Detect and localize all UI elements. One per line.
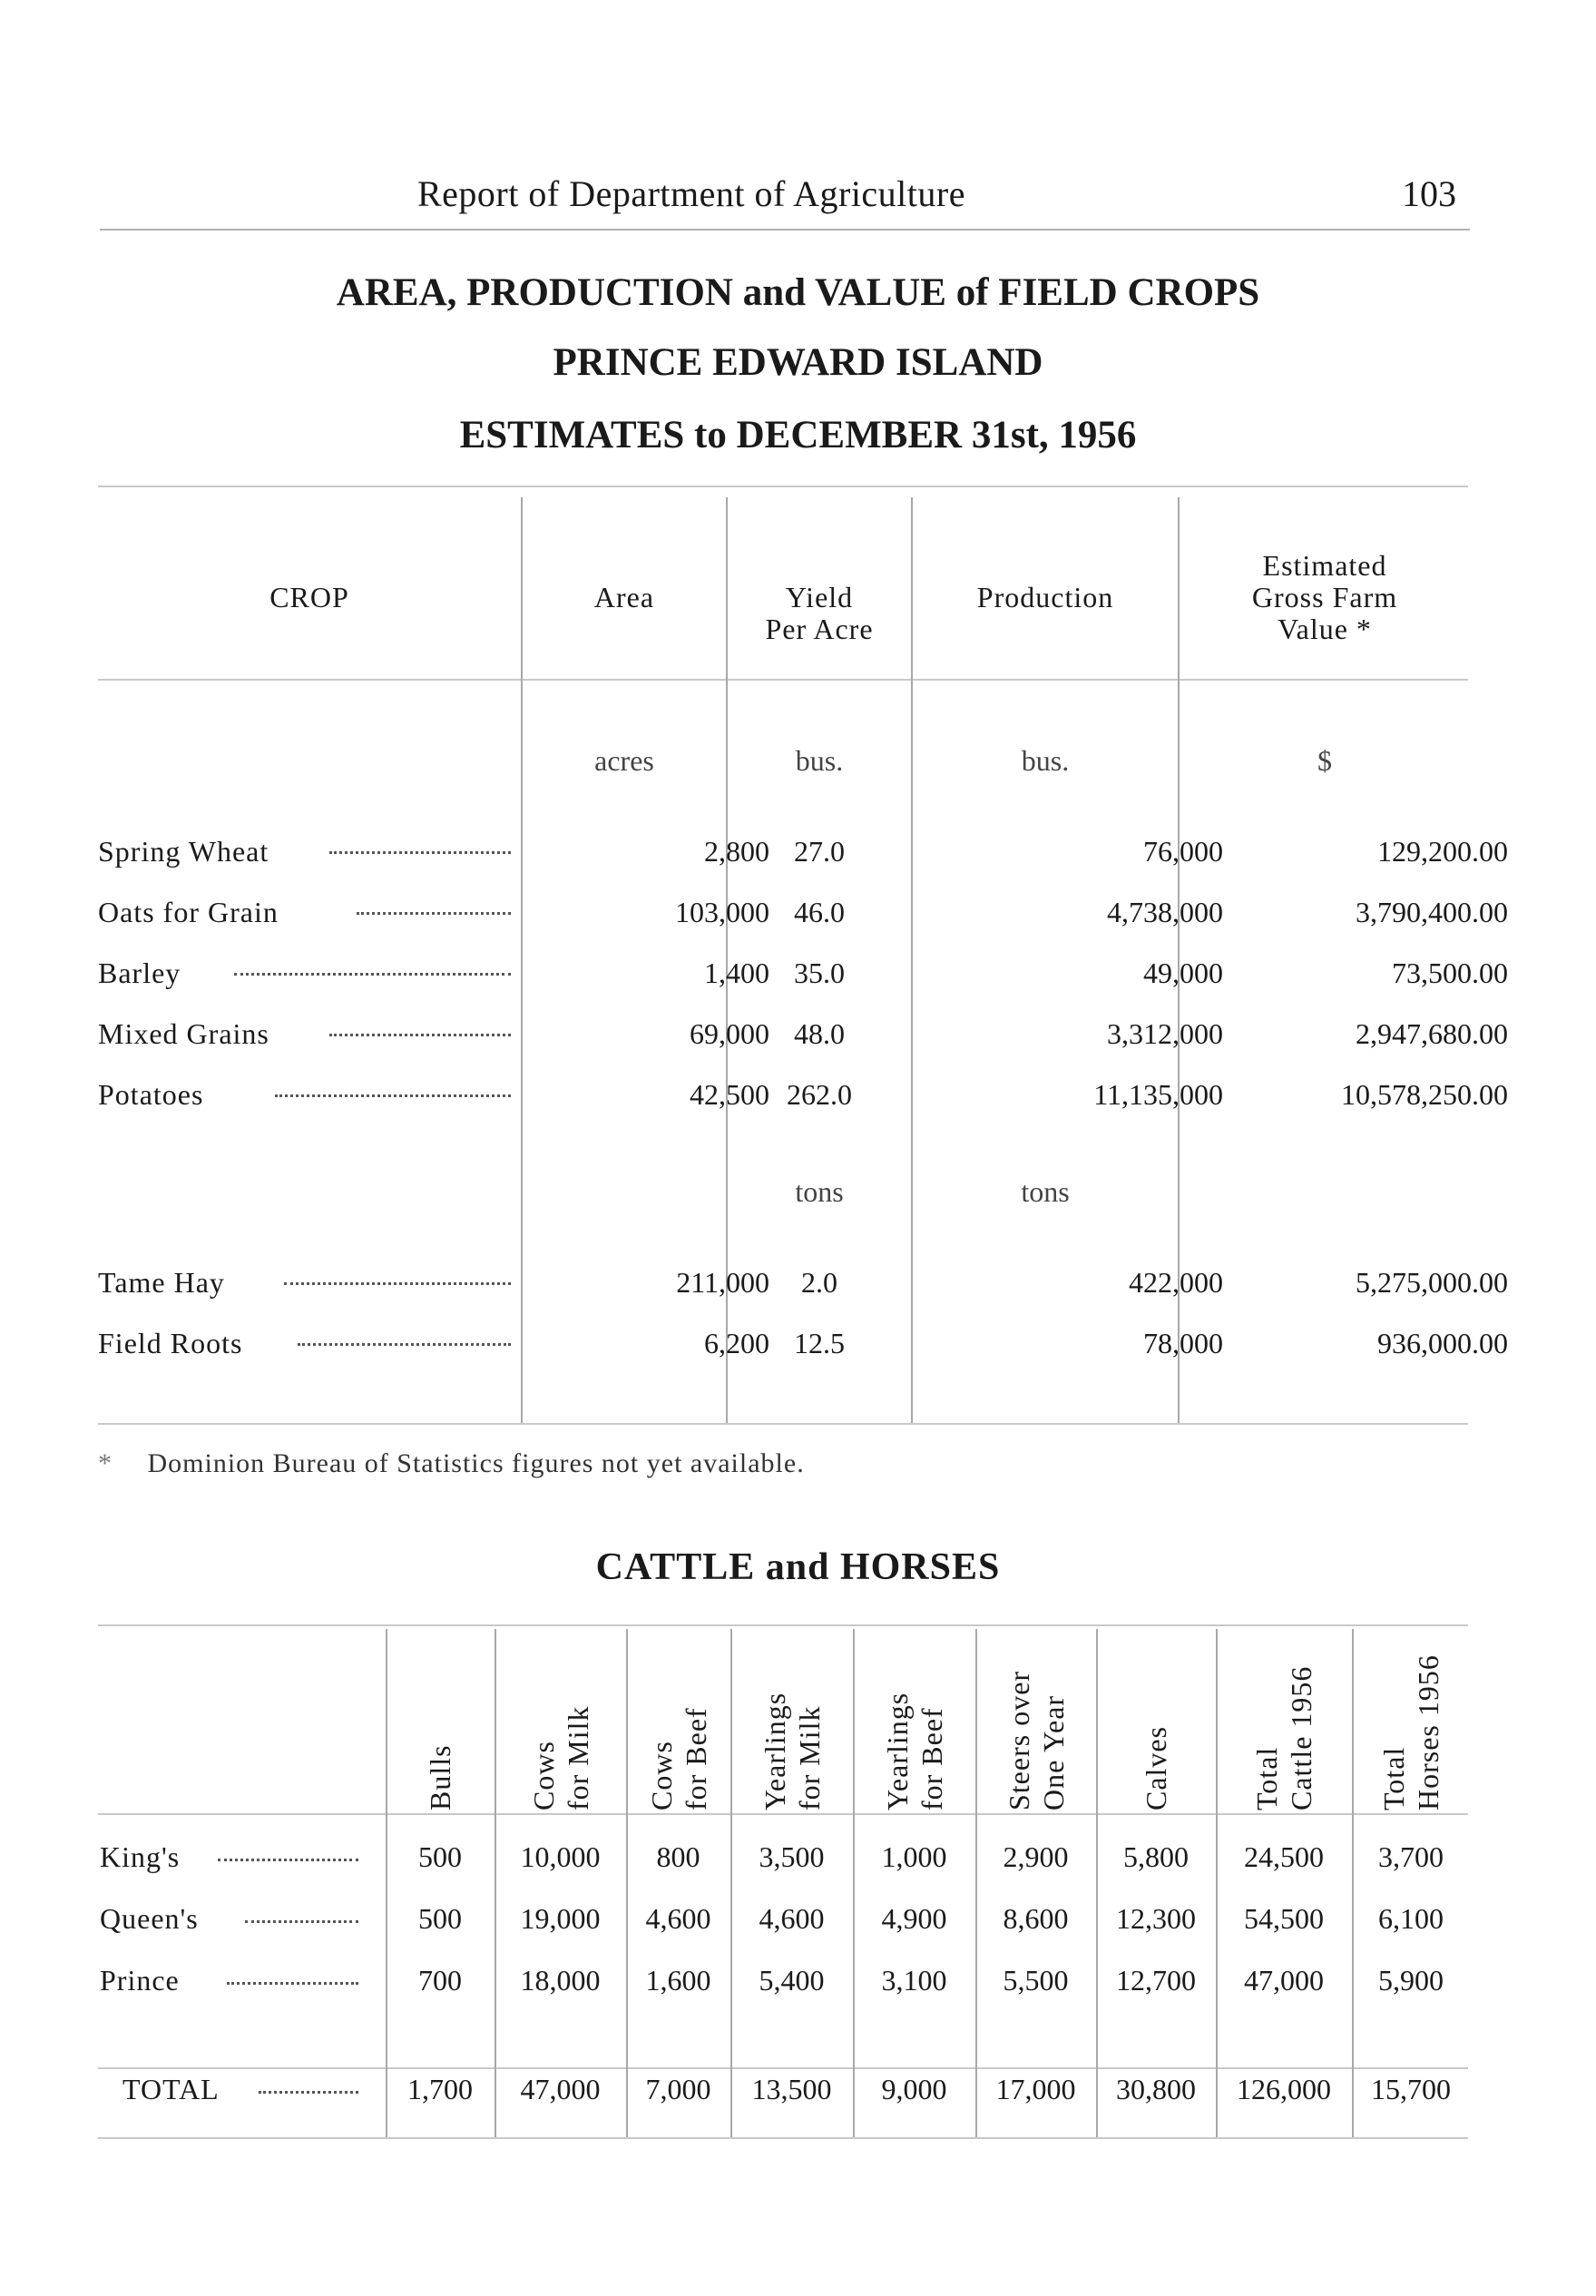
crop-name: Barley bbox=[98, 957, 181, 989]
cattle-column-header-line: One Year bbox=[1036, 1694, 1070, 1810]
crop-production: 4,738,000 bbox=[1107, 896, 1223, 928]
cattle-cell: 12,700 bbox=[1116, 1964, 1196, 1997]
cattle-total-label: TOTAL bbox=[122, 2073, 220, 2105]
cattle-cell: 18,000 bbox=[520, 1964, 601, 1997]
cattle-cell: 700 bbox=[418, 1964, 462, 1997]
crop-row bbox=[98, 896, 1508, 936]
cattle-cell: 1,600 bbox=[645, 1964, 711, 1997]
crop-value: 10,578,250.00 bbox=[1341, 1078, 1508, 1111]
cattle-column-header-line: for Beef bbox=[679, 1707, 712, 1810]
crop-name: Potatoes bbox=[98, 1078, 204, 1111]
crop-row bbox=[98, 835, 1508, 875]
cattle-cell: 4,600 bbox=[759, 1902, 825, 1935]
footnote-marker: * bbox=[98, 1448, 113, 1478]
cattle-cell: 5,900 bbox=[1378, 1964, 1444, 1997]
cattle-cell: 6,100 bbox=[1378, 1902, 1444, 1935]
cattle-cell: 12,300 bbox=[1116, 1902, 1196, 1935]
unit-yield: bus. bbox=[795, 744, 844, 777]
running-header-title: Report of Department of Agriculture bbox=[417, 173, 965, 214]
crop-value: 129,200.00 bbox=[1377, 835, 1508, 868]
cattle-total-cell: 15,700 bbox=[1371, 2073, 1451, 2105]
crop-yield: 262.0 bbox=[787, 1078, 852, 1111]
crop-production: 422,000 bbox=[1129, 1266, 1223, 1299]
cattle-total-cell: 1,700 bbox=[407, 2073, 473, 2105]
crop-value: 5,275,000.00 bbox=[1356, 1266, 1508, 1299]
cattle-column-header-line: for Milk bbox=[792, 1705, 826, 1810]
header-production: Production bbox=[976, 581, 1114, 613]
crop-production: 11,135,000 bbox=[1093, 1078, 1223, 1111]
footnote-text: Dominion Bureau of Statistics figures not yet available. bbox=[147, 1448, 805, 1478]
unit-value: $ bbox=[1317, 744, 1332, 777]
cattle-column-header bbox=[1376, 1629, 1445, 1810]
crop-name: Oats for Grain bbox=[98, 896, 279, 928]
cattle-row-label: King's bbox=[100, 1840, 181, 1873]
leader-dots bbox=[275, 1094, 511, 1097]
cattle-cell: 5,400 bbox=[759, 1964, 825, 1997]
crop-yield: 35.0 bbox=[794, 957, 845, 989]
crop-name: Field Roots bbox=[98, 1327, 243, 1359]
leader-dots bbox=[227, 1982, 358, 1985]
cattle-cell: 4,900 bbox=[881, 1902, 947, 1935]
cattle-cell: 500 bbox=[418, 1902, 462, 1935]
cattle-cell: 500 bbox=[418, 1840, 462, 1873]
cattle-column-header bbox=[644, 1629, 713, 1810]
crop-row bbox=[98, 1266, 1508, 1306]
header-yield-1: Yield bbox=[785, 581, 854, 613]
cattle-total-cell: 9,000 bbox=[881, 2073, 947, 2105]
cattle-column-header bbox=[1249, 1629, 1318, 1810]
leader-dots bbox=[284, 1282, 511, 1285]
cattle-table-total-rule bbox=[98, 2067, 1468, 2069]
crop-area: 103,000 bbox=[675, 896, 769, 928]
cattle-total-cell: 47,000 bbox=[520, 2073, 601, 2105]
crop-area: 211,000 bbox=[676, 1266, 769, 1299]
cattle-column-header bbox=[526, 1629, 595, 1810]
cattle-table-top-rule bbox=[98, 1624, 1468, 1626]
cattle-cell: 54,500 bbox=[1244, 1902, 1324, 1935]
cattle-cell: 3,700 bbox=[1378, 1840, 1444, 1873]
cattle-header-row bbox=[0, 1629, 1596, 1810]
footnote bbox=[98, 1448, 805, 1479]
crop-yield: 2.0 bbox=[801, 1266, 837, 1299]
crop-area: 42,500 bbox=[690, 1078, 769, 1111]
crop-row bbox=[98, 1017, 1508, 1057]
table-title-line-1: AREA, PRODUCTION and VALUE of FIELD CROPS bbox=[336, 271, 1260, 314]
page-number: 103 bbox=[1402, 173, 1456, 214]
cattle-cell: 5,800 bbox=[1123, 1840, 1189, 1873]
crop-row bbox=[98, 1078, 1508, 1118]
crop-name: Tame Hay bbox=[98, 1266, 225, 1299]
cattle-cell: 8,600 bbox=[1003, 1902, 1069, 1935]
table-title-line-3: ESTIMATES to DECEMBER 31st, 1956 bbox=[459, 414, 1137, 456]
cattle-section-title: CATTLE and HORSES bbox=[595, 1546, 1001, 1588]
cattle-column-header bbox=[880, 1629, 949, 1810]
cattle-column-header-line: for Milk bbox=[561, 1705, 594, 1810]
crop-row bbox=[98, 1327, 1508, 1367]
crops-table-bottom-rule bbox=[98, 1423, 1468, 1425]
cattle-column-header-line: Bulls bbox=[424, 1744, 456, 1810]
crop-value: 2,947,680.00 bbox=[1356, 1017, 1508, 1050]
crops-table-header-rule bbox=[98, 679, 1468, 681]
cattle-cell: 19,000 bbox=[520, 1902, 601, 1935]
crop-yield: 27.0 bbox=[794, 835, 845, 868]
crop-yield: 48.0 bbox=[794, 1017, 845, 1050]
cattle-cell: 3,500 bbox=[759, 1840, 825, 1873]
cattle-cell: 3,100 bbox=[881, 1964, 947, 1997]
crop-production: 3,312,000 bbox=[1107, 1017, 1223, 1050]
crop-value: 73,500.00 bbox=[1392, 957, 1508, 989]
cattle-column-header bbox=[423, 1629, 457, 1810]
cattle-column-header-line: Total bbox=[1377, 1746, 1410, 1810]
leader-dots bbox=[218, 1859, 358, 1861]
crop-name: Spring Wheat bbox=[98, 835, 269, 868]
crop-production: 49,000 bbox=[1143, 957, 1223, 989]
cattle-column-header-line: Total bbox=[1250, 1746, 1283, 1810]
crop-production: 78,000 bbox=[1143, 1327, 1223, 1359]
leader-dots bbox=[234, 973, 511, 976]
crop-area: 2,800 bbox=[704, 835, 769, 868]
header-value-1: Estimated bbox=[1262, 549, 1387, 582]
cattle-cell: 4,600 bbox=[645, 1902, 711, 1935]
unit-area: acres bbox=[594, 744, 654, 777]
cattle-column-header-line: Horses 1956 bbox=[1412, 1654, 1444, 1810]
cattle-column-header-line: Cattle 1956 bbox=[1285, 1665, 1317, 1810]
unit-production: bus. bbox=[1021, 744, 1070, 777]
cattle-total-cell: 7,000 bbox=[645, 2073, 711, 2105]
cattle-total-cell: 17,000 bbox=[995, 2073, 1076, 2105]
header-value-2: Gross Farm bbox=[1251, 581, 1398, 613]
cattle-cell: 10,000 bbox=[520, 1840, 601, 1873]
cattle-column-header-line: Yearlings bbox=[758, 1692, 791, 1810]
cattle-cell: 24,500 bbox=[1244, 1840, 1324, 1873]
unit-production-tons: tons bbox=[1021, 1175, 1070, 1208]
header-value-3: Value * bbox=[1278, 613, 1372, 645]
cattle-cell: 2,900 bbox=[1003, 1840, 1069, 1873]
leader-dots bbox=[329, 1034, 511, 1036]
crop-area: 69,000 bbox=[690, 1017, 769, 1050]
cattle-row-label: Prince bbox=[100, 1964, 180, 1997]
cattle-cell: 5,500 bbox=[1003, 1964, 1069, 1997]
crop-value: 936,000.00 bbox=[1377, 1327, 1508, 1359]
leader-dots bbox=[329, 851, 511, 854]
header-area: Area bbox=[593, 581, 655, 613]
cattle-total-cell: 126,000 bbox=[1237, 2073, 1331, 2105]
cattle-column-header-line: Cows bbox=[644, 1741, 678, 1810]
cattle-column-header-line: Cows bbox=[526, 1741, 560, 1810]
crop-area: 1,400 bbox=[704, 957, 769, 989]
cattle-column-header-line: Yearlings bbox=[880, 1692, 914, 1810]
cattle-total-cell: 30,800 bbox=[1116, 2073, 1196, 2105]
cattle-table-header-rule bbox=[98, 1813, 1468, 1815]
cattle-column-header bbox=[758, 1629, 827, 1810]
crop-production: 76,000 bbox=[1143, 835, 1223, 868]
header-crop: CROP bbox=[269, 581, 349, 613]
crop-area: 6,200 bbox=[704, 1327, 769, 1359]
unit-yield-tons: tons bbox=[795, 1175, 844, 1208]
crop-row bbox=[98, 957, 1508, 996]
cattle-column-header-line: for Beef bbox=[915, 1707, 948, 1810]
leader-dots bbox=[298, 1343, 511, 1346]
crop-yield: 12.5 bbox=[794, 1327, 845, 1359]
crop-name: Mixed Grains bbox=[98, 1017, 269, 1050]
crop-yield: 46.0 bbox=[794, 896, 845, 928]
cattle-table-bottom-rule bbox=[98, 2137, 1468, 2139]
crop-value: 3,790,400.00 bbox=[1356, 896, 1508, 928]
cattle-row-label: Queen's bbox=[100, 1902, 199, 1935]
cattle-column-header-line: Steers over bbox=[1002, 1670, 1035, 1810]
leader-dots bbox=[357, 912, 511, 915]
cattle-column-header bbox=[1002, 1629, 1071, 1810]
cattle-cell: 47,000 bbox=[1244, 1964, 1324, 1997]
header-yield-2: Per Acre bbox=[765, 613, 874, 645]
leader-dots bbox=[245, 1920, 358, 1923]
header-rule bbox=[100, 229, 1470, 231]
leader-dots bbox=[259, 2091, 358, 2094]
cattle-total-cell: 13,500 bbox=[751, 2073, 832, 2105]
crops-table-top-rule bbox=[98, 486, 1468, 487]
table-title-line-2: PRINCE EDWARD ISLAND bbox=[553, 341, 1043, 384]
cattle-column-header bbox=[1139, 1629, 1173, 1810]
cattle-cell: 800 bbox=[656, 1840, 700, 1873]
cattle-column-header-line: Calves bbox=[1140, 1725, 1172, 1810]
cattle-cell: 1,000 bbox=[881, 1840, 947, 1873]
